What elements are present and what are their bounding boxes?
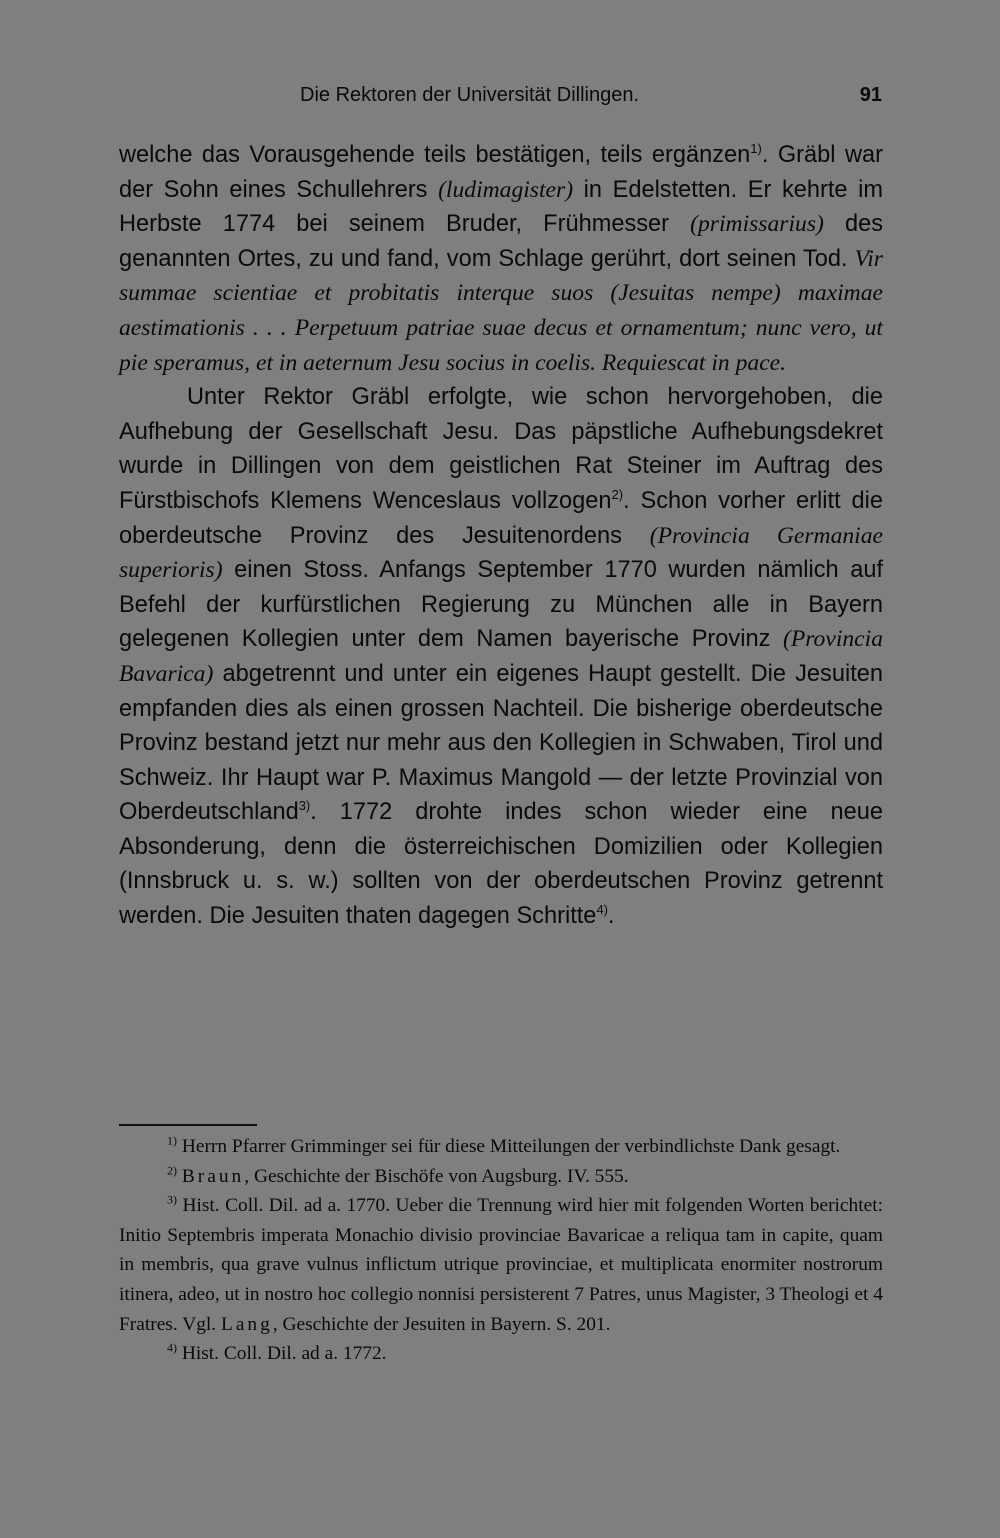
- footnote-author: Braun: [181, 1165, 245, 1187]
- text-run: abgetrennt und unter ein eigenes Haupt gestellt. Die Jesuiten empfanden dies als einen grossen Nachteil. Die bisherige oberdeutsche Provinz bestand jetzt nur mehr aus den Kollegien in Schwaben, Tirol und Schweiz. Ihr Haupt war P. Maximus Mangold — der letzte Provinzial von Oberdeutschland: [119, 660, 883, 826]
- footnote-ref-4: 4): [596, 902, 608, 918]
- running-title: Die Rektoren der Universität Dillingen.: [300, 84, 640, 106]
- paragraph-2: [119, 380, 883, 934]
- footnote-text: Herrn Pfarrer Grimminger sei für diese Mitteilungen der verbindlichste Dank gesagt.: [181, 1136, 841, 1157]
- footnote-ref-2: 2): [611, 487, 624, 503]
- footnote-1: [119, 1132, 883, 1162]
- text-run: . 1772 drohte indes schon wieder eine neue Absonderung, denn die österreichischen Domizilien oder Kollegien (Innsbruck u. s. w.) sollten von der oberdeutschen Provinz getrennt werden. Die Jesuiten thaten dagegen Schritte: [119, 799, 883, 930]
- footnote-mark: 3): [167, 1192, 177, 1207]
- latin-term-provincia-germaniae: (Provincia Germaniae superioris): [119, 522, 883, 584]
- text-run: .: [608, 903, 615, 930]
- footnote-text: Hist. Coll. Dil. ad a. 1770. Ueber die Trennung wird hier mit folgenden Worten berichtet: Initio Septembris imperata Monachio divisio provinciae Bavaricae a reliqua tam in capite, quam in membris, qua grave vulnus inflictum utrique provinciae, et multiplicata enormiter nostrorum itinera, adeo, ut in nostro hoc collegio nonnisi persisterent 7 Patres, unus Magister, 3 Theologi et 4 Fratres. Vgl.: [119, 1195, 883, 1335]
- text-run: einen Stoss. Anfangs September 1770 wurden nämlich auf Befehl der kurfürstlichen Regierung zu München alle in Bayern gelegenen Kollegien unter dem Namen bayerische Provinz: [119, 557, 883, 653]
- footnote-2: [119, 1162, 883, 1192]
- main-text: [119, 138, 883, 934]
- footnote-ref-1: 1): [750, 141, 762, 157]
- running-header: [300, 84, 884, 116]
- page-number: 91: [859, 84, 882, 106]
- footnotes: [119, 1132, 883, 1369]
- text-run: Unter Rektor Gräbl erfolgte, wie schon hervorgehoben, die Aufhebung der Gesellschaft Jesu. Das päpstliche Aufhebungsdekret wurde in Dillingen von dem geistlichen Rat Steiner im Auftrag des Fürstbischofs Klemens Wenceslaus vollzogen: [119, 384, 883, 514]
- footnote-4: [119, 1339, 883, 1369]
- footnote-text: , Geschichte der Jesuiten in Bayern. S. 201.: [272, 1313, 611, 1335]
- footnote-divider: [119, 1124, 257, 1126]
- footnote-text: Hist. Coll. Dil. ad a. 1772.: [181, 1343, 387, 1365]
- latin-term-primissarius: (primissarius): [690, 211, 824, 238]
- footnote-3: [119, 1191, 883, 1339]
- footnote-ref-3: 3): [298, 798, 311, 814]
- footnote-mark: 4): [167, 1340, 177, 1355]
- text-run: . Gräbl war der Sohn eines Schullehrers: [119, 142, 883, 203]
- text-run: . Schon vorher erlitt die oberdeutsche Provinz des Jesuitenordens: [119, 487, 883, 549]
- footnote-author: Lang: [220, 1313, 273, 1335]
- latin-term-provincia-bavarica: (Provincia Bavarica): [119, 626, 883, 687]
- footnote-mark: 1): [167, 1133, 177, 1148]
- text-run: des genannten Ortes, zu und fand, vom Schlage gerührt, dort seinen Tod.: [119, 211, 883, 272]
- latin-epitaph: Vir summae scientiae et probitatis interque suos (Jesuitas nempe) maximae aestimationis . . . Perpetuum patriae suae decus et ornamentum; nunc vero, ut pie speramus, et in aeternum Jesu socius in coelis. Requiescat in pace.: [119, 245, 883, 376]
- footnote-text: , Geschichte der Bischöfe von Augsburg. IV. 555.: [244, 1165, 629, 1187]
- text-run: in Edelstetten. Er kehrte im Herbste 1774 bei seinem Bruder, Frühmesser: [119, 176, 883, 238]
- text-run: welche das Vorausgehende teils bestätigen, teils ergänzen: [119, 142, 751, 168]
- latin-term-ludimagister: (ludimagister): [438, 176, 574, 203]
- footnote-mark: 2): [167, 1163, 177, 1178]
- paragraph-1: [119, 138, 883, 380]
